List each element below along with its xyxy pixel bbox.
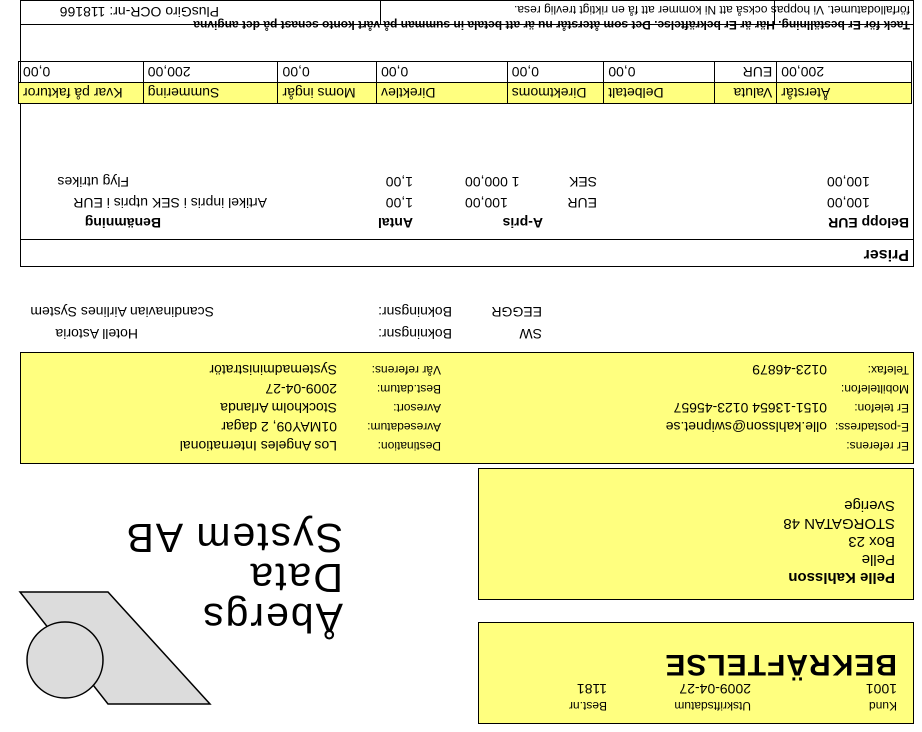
summary-value-direct-delivery: 0,00 [377, 62, 508, 83]
address-line-2: Pelle [861, 551, 895, 568]
order-no-label: Best.nr [568, 699, 607, 713]
info-value-destination: Los Angeles International [179, 438, 337, 454]
company-logo [0, 502, 450, 722]
logo-line-1: Åbergs [201, 595, 343, 641]
summary-value-vat-included: 0,00 [278, 62, 377, 83]
price-row-2-price: 1 000,00 [465, 174, 520, 190]
price-row-2-amount: 100,00 [827, 174, 870, 190]
info-value-our-reference: Systemadministratör [209, 362, 337, 378]
customer-value: 1001 [865, 681, 897, 697]
info-label-our-reference: Vår referens: [371, 363, 441, 377]
info-label-phone: Er telefon: [854, 401, 909, 415]
order-info-box [20, 352, 914, 464]
price-row-2-name: Flyg utrikes [57, 174, 129, 190]
print-date-label: Utskriftsdatum [674, 699, 751, 713]
price-row-1-price: 100,00 [465, 195, 508, 211]
summary-header-total: Summering [143, 83, 278, 104]
price-row-1-name: Artikel inpris i SEK utpris i EUR [73, 195, 267, 211]
info-label-departure-place: Avresort: [393, 401, 441, 415]
info-value-departure-date: 01MAY09, 2 dagar [221, 419, 337, 435]
info-value-phone: 0151-13654 0123-45657 [673, 400, 827, 416]
prices-title-bar [21, 239, 913, 266]
summary-value-total: 200,00 [143, 62, 278, 83]
summary-header-vat-included: Moms ingår [278, 83, 377, 104]
summary-value-invoices-left: 0,00 [19, 62, 144, 83]
customer-address-box [478, 468, 914, 600]
document-title: BEKRÄFTELSE [664, 648, 897, 681]
info-value-email: olle.kahlsson@swipnet.se [665, 419, 827, 435]
summary-header-row [19, 83, 912, 104]
info-value-departure-place: Stockholm Arlanda [220, 400, 337, 416]
info-label-email: E-postadress: [834, 420, 909, 434]
info-value-fax: 0123-46879 [752, 362, 827, 378]
prices-title: Priser [863, 246, 909, 263]
info-label-destination: Destination: [377, 439, 441, 453]
summary-value-currency: EUR [714, 62, 776, 83]
prices-header-amount: Belopp EUR [828, 215, 909, 231]
footer-thanks-line-1: Tack för Er beställning. Här är Er bekräftelse. Det som återstår nu är att betala in summan på vårt konto senast på det angivna [193, 18, 910, 32]
order-no-value: 1181 [576, 681, 607, 697]
logo-line-3: System AB [124, 515, 343, 561]
footer-thanks-line-2: förfallodatumet. Vi hoppas också att Ni kommer att få en riktigt trevlig resa. [514, 3, 910, 17]
booking-label-airline: Bokningsnr: [378, 304, 452, 320]
address-line-4: STORGATAN 48 [783, 515, 895, 532]
prices-header-qty: Antal [378, 215, 413, 231]
info-label-mobile: Mobiltelefon: [840, 382, 909, 396]
info-label-fax: Telefax: [867, 363, 909, 377]
summary-value-direct-vat: 0,00 [507, 62, 604, 83]
summary-header-currency: Valuta [714, 83, 776, 104]
summary-header-invoices-left: Kvar på fakturor [19, 83, 144, 104]
summary-header-remaining: Återstår [777, 83, 912, 104]
summary-header-direct-delivery: Direktlev [377, 83, 508, 104]
ocr-number: PlusGiro OCR-nr: 118166 [59, 4, 219, 20]
info-value-order-date: 2009-04-27 [265, 381, 337, 397]
prices-header-name: Benämning [84, 215, 161, 231]
logo-line-2: Data [248, 555, 343, 601]
price-row-1-qty: 1,00 [385, 195, 413, 211]
address-line-3: Box 23 [848, 533, 895, 550]
info-label-order-date: Best.datum: [376, 382, 441, 396]
price-row-2-currency: SEK [568, 174, 597, 190]
summary-value-partpaid: 0,00 [604, 62, 715, 83]
address-name: Pelle Kahlsson [788, 569, 895, 586]
summary-value-remaining: 200,00 [777, 62, 912, 83]
summary-value-row [19, 62, 912, 83]
summary-table [18, 61, 912, 104]
booking-value-hotel: SW [519, 326, 542, 342]
price-row-2-qty: 1,00 [385, 174, 413, 190]
header-box [478, 622, 914, 724]
print-date-value: 2009-04-27 [679, 681, 751, 697]
summary-header-partpaid: Delbetalt [604, 83, 715, 104]
summary-header-direct-vat: Direktmoms [507, 83, 604, 104]
info-label-departure-date: Avresedatum: [367, 420, 441, 434]
booking-value-airline: EEGGR [491, 304, 542, 320]
prices-header-unit-price: A-pris [502, 215, 543, 231]
price-row-1-currency: EUR [567, 195, 597, 211]
booking-label-hotel: Bokningsnr: [378, 326, 452, 342]
address-line-5: Sverige [844, 497, 895, 514]
customer-label: Kund [868, 699, 897, 713]
prices-box [20, 0, 914, 267]
info-label-reference: Er referens: [846, 439, 909, 453]
price-row-1-amount: 100,00 [827, 195, 870, 211]
booking-name-airline: Scandinavian Airlines System [30, 304, 214, 320]
booking-name-hotel: Hotell Astoria [55, 326, 138, 342]
